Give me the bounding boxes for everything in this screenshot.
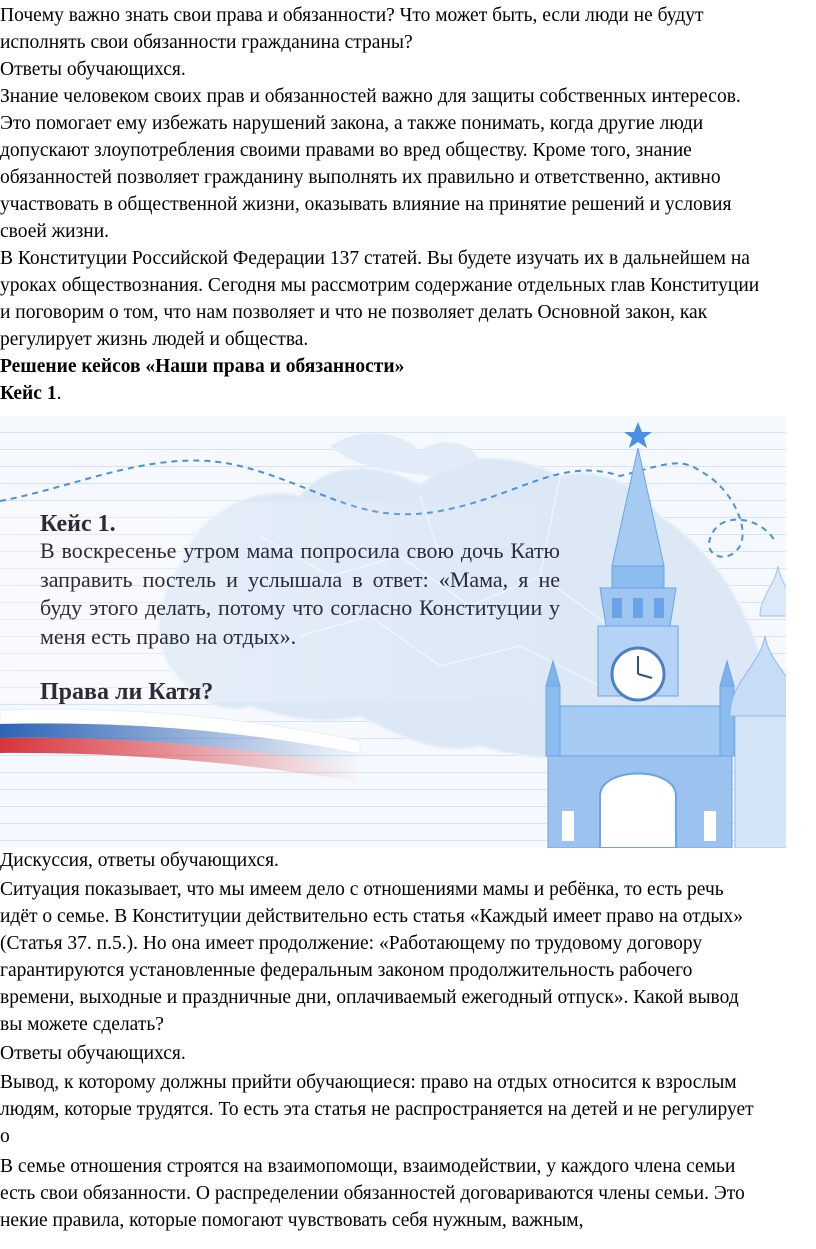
text-line: своей жизни. [0, 221, 110, 242]
text-line: Дискуссия, ответы обучающихся. [0, 850, 279, 871]
text-line: исполнять свои обязанности гражданина страны? [0, 32, 413, 53]
text-line: допускают злоупотребления своими правами во вред обществу. Кроме того, знание [0, 140, 692, 161]
text-line: (Статья 37. п.5.). Но она имеет продолжение: «Работающему по трудовому договору [0, 933, 703, 954]
text-line: Ответы обучающихся. [0, 1043, 186, 1064]
case-card-title: Кейс 1. [40, 511, 116, 537]
text-line: идёт о семье. В Конституции действительно есть статья «Каждый имеет право на отдых» [0, 906, 743, 927]
text-line: есть свои обязанности. О распределении обязанностей договариваются члены семьи. Это [0, 1183, 745, 1204]
text-line: Вывод, к которому должны прийти обучающиеся: право на отдых относится к взрослым [0, 1072, 737, 1093]
text-line: и поговорим о том, что нам позволяет и что не позволяет делать Основной закон, как [0, 302, 708, 323]
case-label-line [0, 380, 61, 407]
text-line: В семье отношения строятся на взаимопомощи, взаимодействии, у каждого члена семьи [0, 1156, 736, 1177]
text-line: Почему важно знать свои права и обязанности? Что может быть, если люди не будут [0, 5, 704, 26]
text-line: участвовать в общественной жизни, оказывать влияние на принятие решений и условия [0, 194, 732, 215]
text-line: времени, выходные и праздничные дни, оплачиваемый ежегодный отпуск». Какой вывод [0, 987, 739, 1008]
case-card-question: Права ли Катя? [40, 679, 214, 705]
case-card-text: В воскресенье утром мама попросила свою дочь Катю заправить постель и услышала в ответ: «Мама, я не буду этого делать, потому что согласно Конституции у меня есть право на отдых». [40, 538, 560, 649]
text-line: о [0, 1126, 10, 1147]
case-label: Кейс 1 [0, 383, 57, 404]
text-line: В Конституции Российской Федерации 137 статей. Вы будете изучать их в дальнейшем на [0, 248, 750, 269]
text-line: Это помогает ему избежать нарушений закона, а также понимать, когда другие люди [0, 113, 704, 134]
case-label-suffix: . [56, 383, 62, 404]
text-line: некие правила, которые помогают чувствовать себя нужным, важным, [0, 1210, 584, 1231]
text-line: гарантируются установленные федеральным законом продолжительность рабочего [0, 960, 693, 981]
text-line: вы можете сделать? [0, 1014, 164, 1035]
section-heading: Решение кейсов «Наши права и обязанности» [0, 356, 405, 377]
text-line: Знание человеком своих прав и обязанностей важно для защиты собственных интересов. [0, 86, 741, 107]
text-line: уроках обществознания. Сегодня мы рассмотрим содержание отдельных глав Конституции [0, 275, 760, 296]
text-line: обязанностей позволяет гражданину выполнять их правильно и ответственно, активно [0, 167, 721, 188]
text-line: людям, которые трудятся. То есть эта статья не распространяется на детей и не регулирует [0, 1099, 754, 1120]
text-line: Ситуация показывает, что мы имеем дело с отношениями мамы и ребёнка, то есть речь [0, 879, 724, 900]
text-line: Ответы обучающихся. [0, 59, 186, 80]
text-line: регулирует жизнь людей и общества. [0, 329, 309, 350]
